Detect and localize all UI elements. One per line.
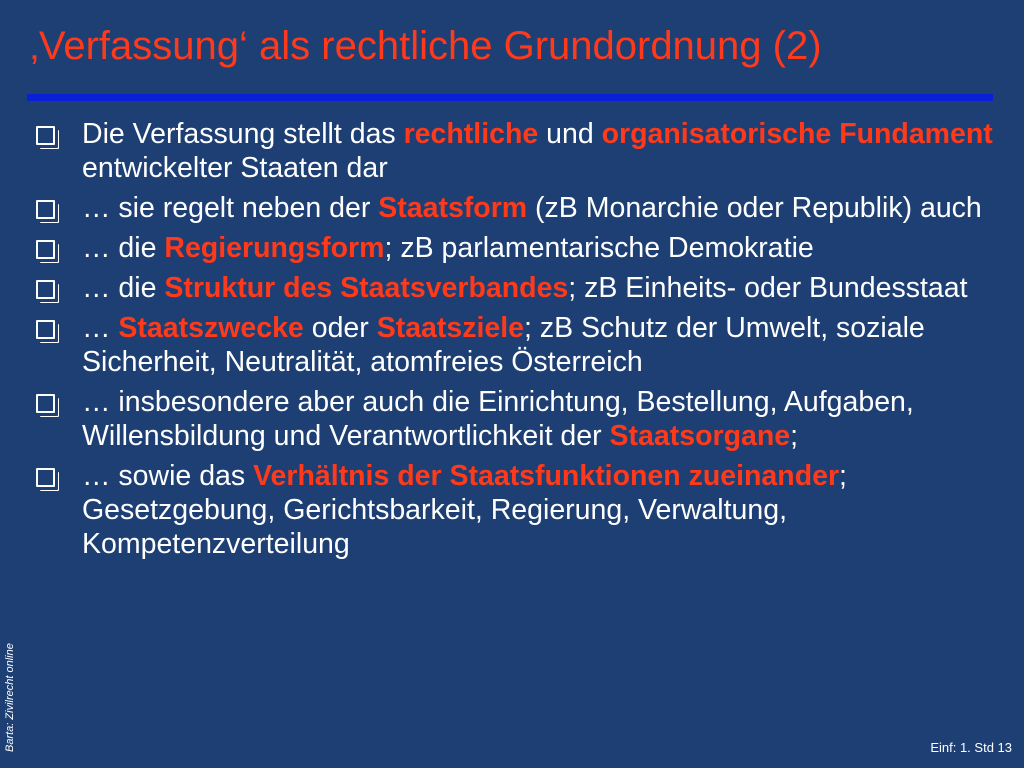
bullet-item: [34, 271, 994, 305]
author-side-label: Barta: Zivilrecht online: [4, 643, 16, 752]
bullet-item: [34, 459, 994, 561]
checkbox-bullet-icon: [36, 280, 55, 299]
checkbox-bullet-icon: [36, 394, 55, 413]
checkbox-bullet-icon: [36, 200, 55, 219]
bullet-text: (zB Monarchie oder Republik) auch: [527, 192, 982, 224]
slide-title: ‚Verfassung‘ als rechtliche Grundordnung (2): [30, 24, 822, 68]
bullet-highlight: Staatsziele: [376, 312, 525, 344]
bullet-text: ; zB Schutz der Umwelt, soziale Sicherheit, Neutralität, atomfreies Österreich: [82, 312, 925, 378]
bullet-highlight: rechtliche: [403, 118, 539, 150]
bullet-item: [34, 191, 994, 225]
checkbox-bullet-icon: [36, 468, 55, 487]
bullet-text: oder: [303, 312, 377, 344]
checkbox-bullet-icon: [36, 240, 55, 259]
bullet-text: … sie regelt neben der: [82, 192, 379, 224]
bullet-text: ; Gesetzgebung, Gerichtsbarkeit, Regierung, Verwaltung, Kompetenzverteilung: [82, 460, 847, 560]
bullet-item: [34, 311, 994, 379]
bullet-highlight: organisatorische Fundament: [601, 118, 993, 150]
bullet-text: Die Verfassung stellt das: [82, 118, 404, 150]
checkbox-bullet-icon: [36, 320, 55, 339]
bullet-highlight: Staatszwecke: [118, 312, 304, 344]
bullet-text: ; zB Einheits- oder Bundesstaat: [568, 272, 968, 304]
bullet-text: ; zB parlamentarische Demokratie: [384, 232, 814, 264]
bullet-text: … die: [82, 232, 165, 264]
bullet-text: ;: [790, 420, 799, 452]
slide-footer: Einf: 1. Std 13: [930, 740, 1012, 755]
bullet-highlight: Staatsform: [378, 192, 528, 224]
bullet-item: [34, 117, 994, 185]
bullet-item: [34, 231, 994, 265]
bullet-highlight: Verhältnis der Staatsfunktionen zueinander: [253, 460, 840, 492]
bullet-highlight: Regierungsform: [164, 232, 385, 264]
bullet-text: entwickelter Staaten dar: [82, 152, 388, 184]
bullet-item: [34, 385, 994, 453]
bullet-highlight: Staatsorgane: [609, 420, 791, 452]
title-divider: [27, 94, 993, 101]
bullet-text: …: [82, 312, 119, 344]
bullet-text: … sowie das: [82, 460, 254, 492]
bullet-list: [34, 117, 994, 567]
checkbox-bullet-icon: [36, 126, 55, 145]
bullet-text: … die: [82, 272, 165, 304]
bullet-highlight: Struktur des Staatsverbandes: [164, 272, 569, 304]
bullet-text: und: [538, 118, 602, 150]
bullet-text: … insbesondere aber auch die Einrichtung, Bestellung, Aufgaben, Willensbildung und Verantwortlichkeit der: [82, 386, 914, 452]
